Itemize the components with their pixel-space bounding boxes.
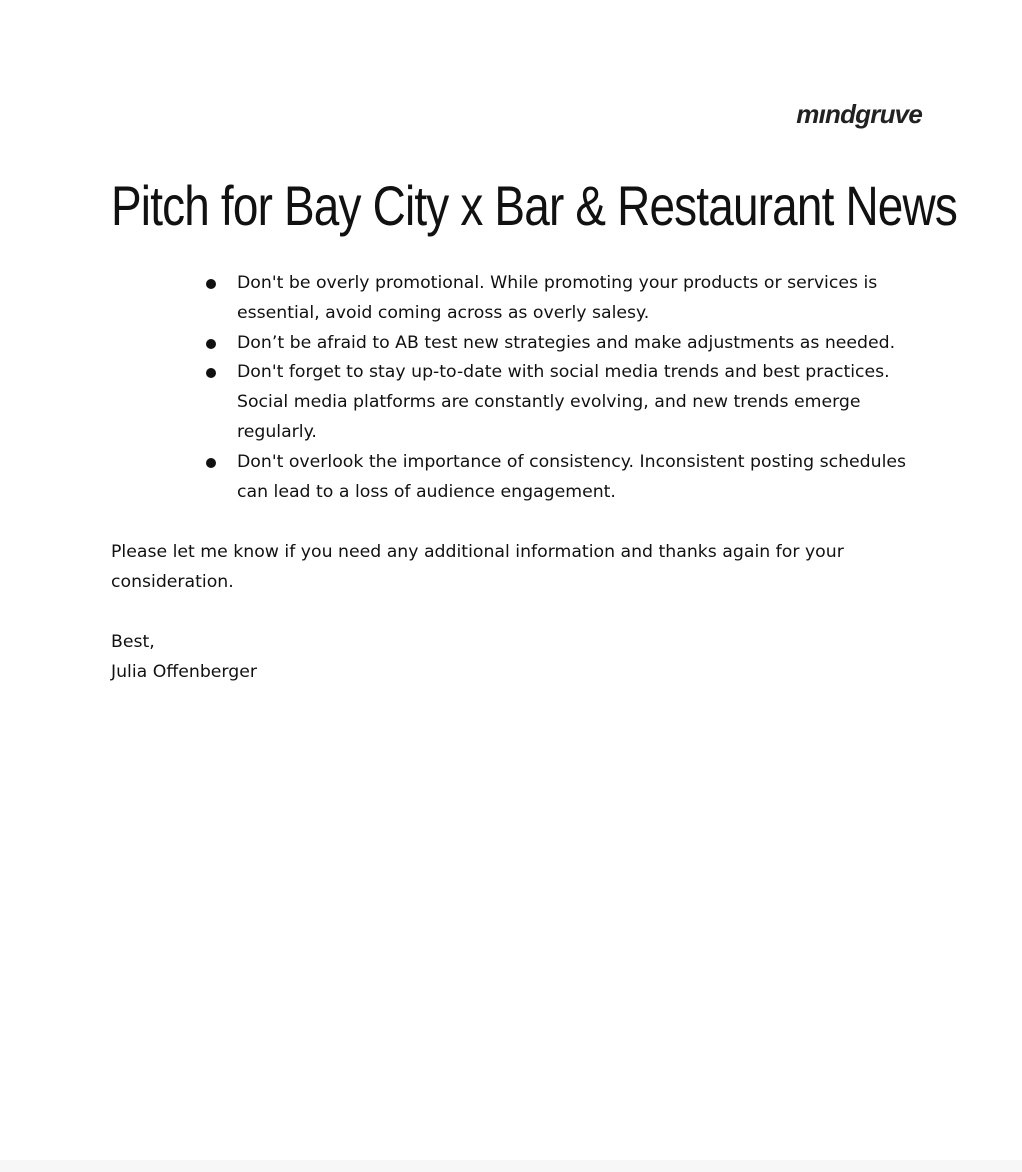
bullet-icon xyxy=(206,368,216,378)
list-item-text: Don't overlook the importance of consistency. Inconsistent posting schedules can lead to a loss of audience engagement. xyxy=(237,451,907,502)
list-item xyxy=(204,269,926,329)
bullet-icon xyxy=(206,458,216,468)
list-item-text: Don't forget to stay up-to-date with social media trends and best practices. Social media platforms are constantly evolving, and new trends emerge regularly. xyxy=(237,362,890,442)
signature-name: Julia Offenberger xyxy=(111,661,257,682)
mindgruve-logo: mındgruve xyxy=(796,99,922,129)
closing-paragraph: Please let me know if you need any additional information and thanks again for your consideration. xyxy=(111,542,844,592)
list-item xyxy=(204,358,926,447)
document-title: Pitch for Bay City x Bar & Restaurant News xyxy=(111,174,958,237)
bullet-icon xyxy=(206,339,216,349)
tips-bullet-list xyxy=(204,269,926,507)
signoff-block xyxy=(111,628,257,688)
salutation: Best, xyxy=(111,632,155,652)
list-item-text: Don’t be afraid to AB test new strategies and make adjustments as needed. xyxy=(237,332,896,353)
list-item xyxy=(204,329,926,359)
bullet-icon xyxy=(206,279,216,289)
list-item-text: Don't be overly promotional. While promoting your products or services is essential, avoid coming across as overly salesy. xyxy=(237,273,878,323)
list-item xyxy=(204,448,926,508)
page-bottom-edge xyxy=(0,1160,1022,1172)
